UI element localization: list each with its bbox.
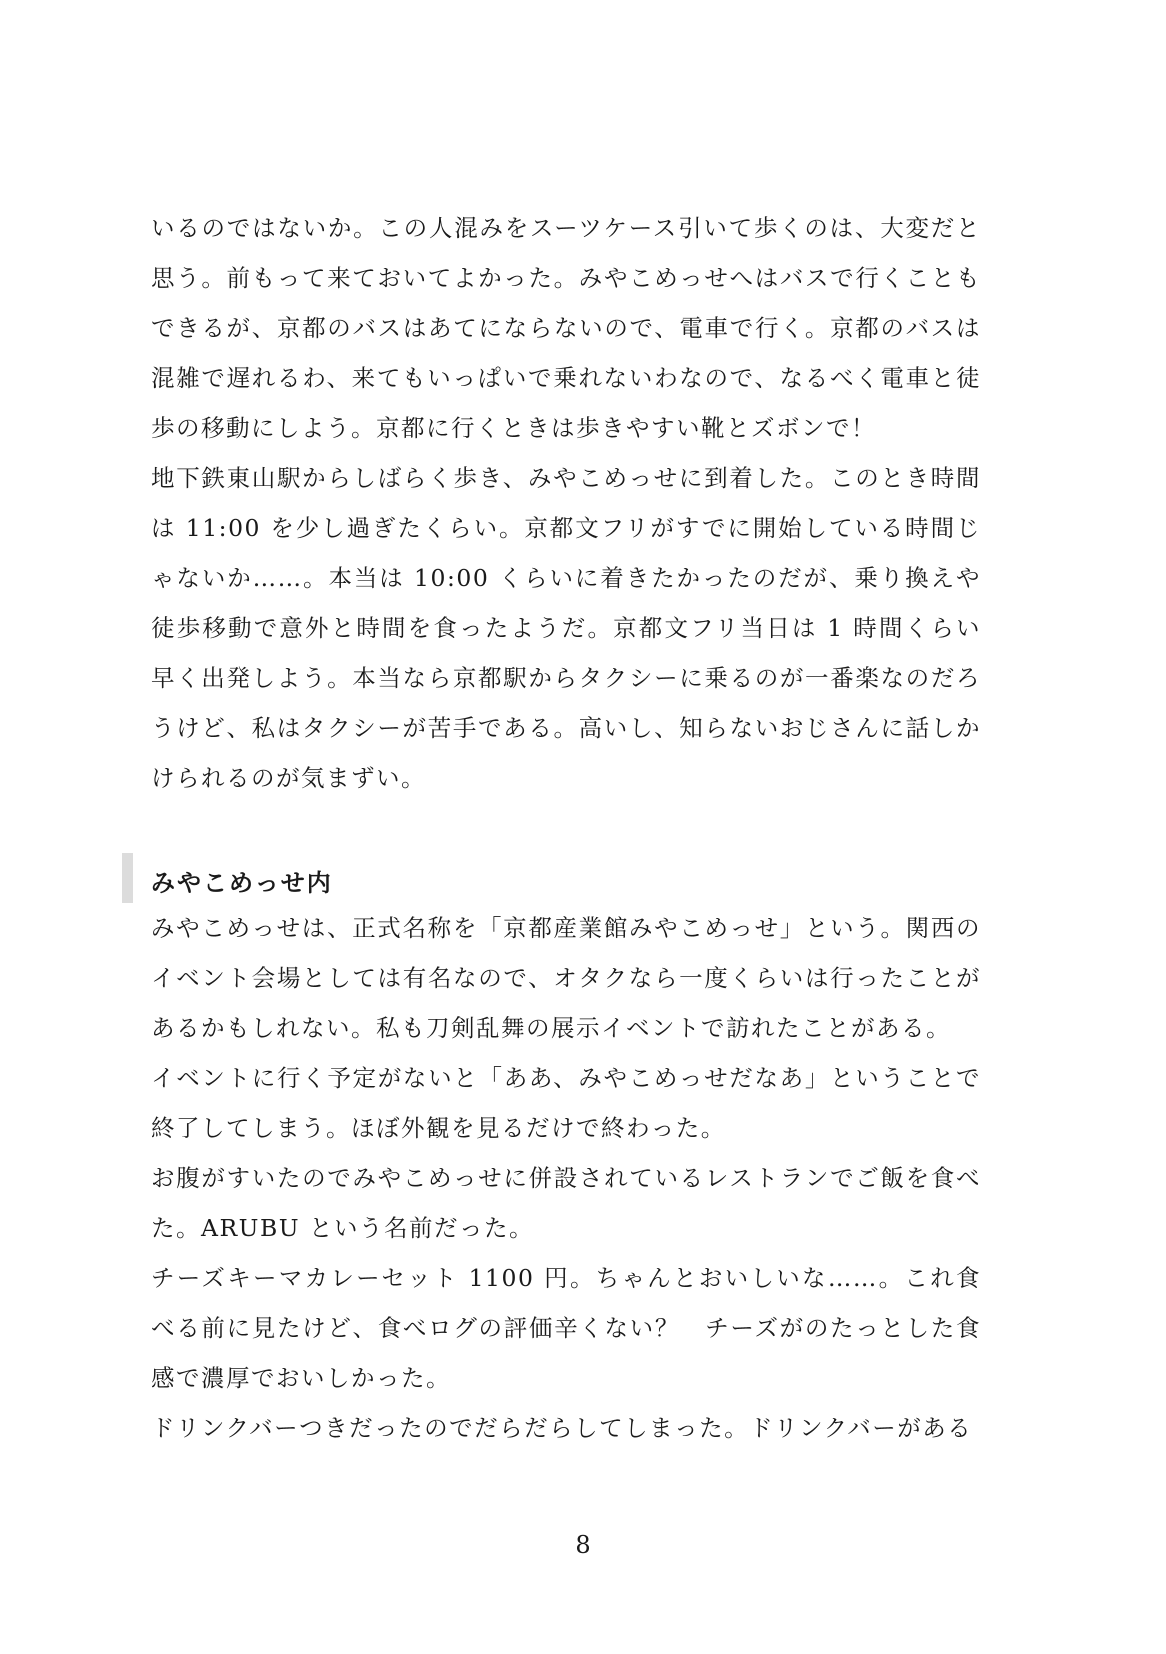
paragraph: イベントに行く予定がないと「ああ、みやこめっせだなあ」ということで終了してしまう。ほぼ外観を見るだけで終わった。 — [151, 1064, 981, 1142]
paragraph: みやこめっせは、正式名称を「京都産業館みやこめっせ」という。関西のイベント会場としては有名なので、オタクなら一度くらいは行ったことがあるかもしれない。私も刀剣乱舞の展示イベントで訪れたことがある。 — [151, 914, 981, 1042]
section-2-body — [151, 903, 981, 1453]
section-heading: みやこめっせ内 — [151, 869, 333, 897]
paragraph: チーズキーマカレーセット 1100 円。ちゃんとおいしいな……。これ食べる前に見たけど、食べログの評価辛くない？ チーズがのたっとした食感で濃厚でおいしかった。 — [151, 1264, 981, 1392]
paragraph: いるのではないか。この人混みをスーツケース引いて歩くのは、大変だと思う。前もって来ておいてよかった。みやこめっせへはバスで行くこともできるが、京都のバスはあてにならないので、電車で行く。京都のバスは混雑で遅れるわ、来てもいっぱいで乗れないわなので、なるべく電車と徒歩の移動にしよう。京都に行くときは歩きやすい靴とズボンで！ — [151, 214, 981, 442]
heading-accent-bar — [122, 853, 133, 903]
paragraph: お腹がすいたのでみやこめっせに併設されているレストランでご飯を食べた。ARUBU という名前だった。 — [151, 1164, 981, 1242]
page-number: 8 — [575, 1531, 591, 1559]
paragraph: 地下鉄東山駅からしばらく歩き、みやこめっせに到着した。このとき時間は 11:00 を少し過ぎたくらい。京都文フリがすでに開始している時間じゃないか……。本当は 10:00 くらいに着きたかったのだが、乗り換えや徒歩移動で意外と時間を食ったようだ。京都文フリ当日は 1 時間くらい早く出発しよう。本当なら京都駅からタクシーに乗るのが一番楽なのだろうけど、私はタクシーが苦手である。高いし、知らないおじさんに話しかけられるのが気まずい。 — [151, 464, 981, 792]
paragraph: ドリンクバーつきだったのでだらだらしてしまった。ドリンクバーがある — [151, 1414, 973, 1442]
section-1-body — [151, 203, 981, 803]
